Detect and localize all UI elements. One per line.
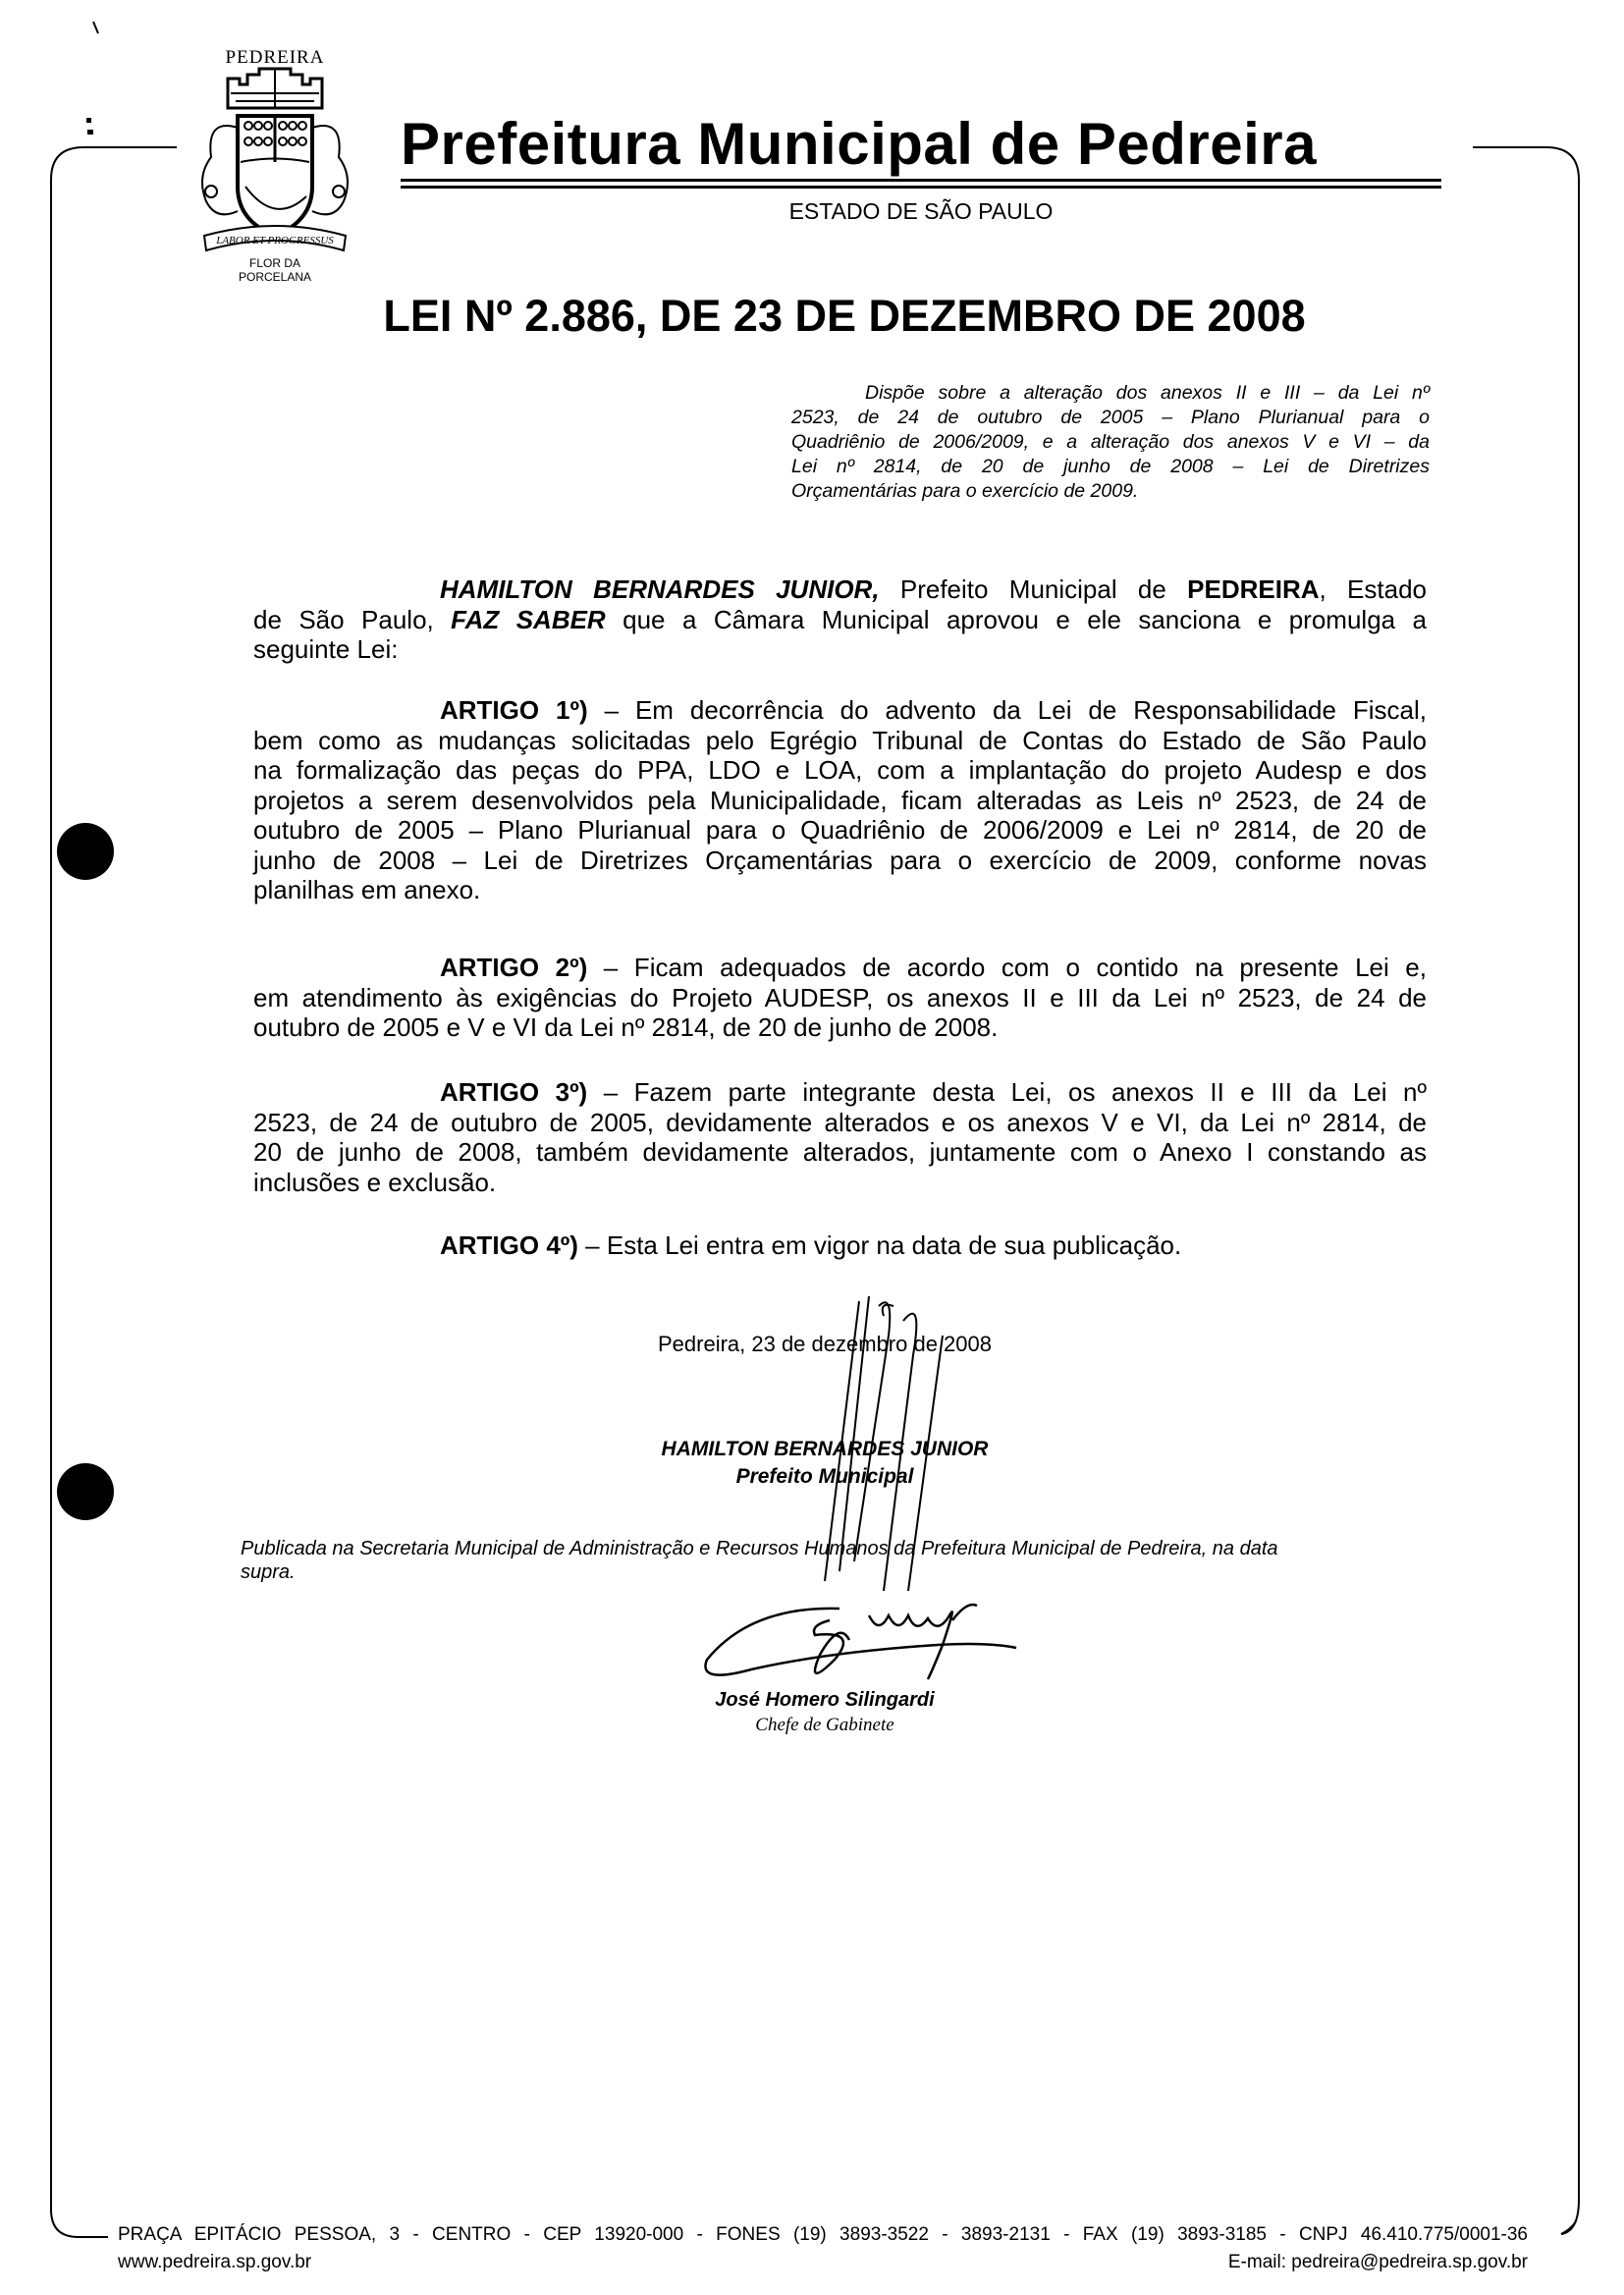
svg-text:LABOR ET PROGRESSUS: LABOR ET PROGRESSUS: [216, 235, 334, 246]
text: – Esta Lei entra em vigor na data de sua publicação.: [577, 1230, 1182, 1260]
article-line: bem como as mudanças solicitadas pelo Egrégio Tribunal de Contas do Estado de São Paulo: [253, 725, 1427, 755]
mayor-name: HAMILTON BERNARDES JUNIOR,: [440, 574, 880, 604]
article-label: ARTIGO 3º): [440, 1077, 588, 1107]
text: – Fazem parte integrante desta Lei, os anexos II e III da Lei nº: [587, 1077, 1427, 1107]
city-name: PEDREIRA: [1187, 574, 1320, 604]
article-line: 20 de junho de 2008, também devidamente alterados, juntamente com o Anexo I constando as: [253, 1137, 1427, 1167]
chief-name: José Homero Silingardi: [715, 1689, 935, 1711]
email-link[interactable]: E-mail: pedreira@pedreira.sp.gov.br: [1227, 2252, 1528, 2272]
publication-note: [241, 1537, 1429, 1584]
text: que a Câmara Municipal aprovou e ele sanciona e promulga a: [605, 604, 1427, 634]
publication-line: supra.: [241, 1561, 296, 1583]
text: seguinte Lei:: [253, 634, 399, 664]
faz-saber: FAZ SABER: [451, 604, 606, 634]
article-label: ARTIGO 2º): [440, 953, 588, 982]
summary-line: Dispõe sobre a alteração dos anexos II e III – da Lei nº: [865, 382, 1430, 404]
summary-line: Orçamentárias para o exercício de 2009.: [791, 480, 1139, 502]
chief-handwritten-signature: [692, 1591, 1065, 1689]
summary-line: 2523, de 24 de outubro de 2005 – Plano Plurianual para o: [791, 407, 1430, 428]
text: , Estado: [1319, 574, 1427, 604]
article-3: [253, 1077, 1427, 1197]
article-1: [253, 695, 1427, 905]
article-line: em atendimento às exigências do Projeto AUDESP, os anexos II e III da Lei nº 2523, de 24 de: [253, 982, 1427, 1012]
law-title: LEI Nº 2.886, DE 23 DE DEZEMBRO DE 2008: [383, 291, 1306, 341]
article-line: planilhas em anexo.: [253, 875, 481, 904]
state-subtitle: ESTADO DE SÃO PAULO: [788, 198, 1054, 224]
punch-hole: [57, 1463, 114, 1520]
title-underline: [401, 179, 1441, 182]
title-underline: [401, 186, 1441, 189]
article-4: [253, 1230, 1427, 1261]
article-line: 2523, de 24 de outubro de 2005, devidamente alterados e os anexos V e VI, da Lei nº 2814, de: [253, 1107, 1427, 1137]
chief-role: Chefe de Gabinete: [755, 1715, 894, 1735]
article-line: na formalização das peças do PPA, LDO e LOA, com a implantação do projeto Audesp e dos: [253, 755, 1427, 785]
coat-of-arms-logo: [177, 39, 373, 285]
text: – Ficam adequados de acordo com o contido na presente Lei e,: [587, 953, 1427, 982]
mayor-signature-name: HAMILTON BERNARDES JUNIOR: [661, 1438, 989, 1460]
signature-date: Pedreira, 23 de dezembro de 2008: [657, 1332, 992, 1356]
article-line: junho de 2008 – Lei de Diretrizes Orçamentárias para o exercício de 2009, conforme novas: [253, 845, 1427, 875]
institution-title: Prefeitura Municipal de Pedreira: [401, 111, 1317, 177]
law-summary: [791, 381, 1430, 504]
punch-hole: [57, 823, 114, 880]
summary-line: Quadriênio de 2006/2009, e a alteração dos anexos V e VI – da: [791, 431, 1430, 453]
article-line: outubro de 2005 e V e VI da Lei nº 2814, de 20 de junho de 2008.: [253, 1012, 999, 1042]
footer-address: PRAÇA EPITÁCIO PESSOA, 3 - CENTRO - CEP 13920-000 - FONES (19) 3893-3522 - 3893-2131 - FAX (19) 3893-3185 - CNPJ 46.410.775/0001-36: [118, 2224, 1528, 2245]
svg-text:FLOR DA: FLOR DA: [248, 256, 301, 270]
text: de São Paulo,: [253, 604, 452, 634]
text: – Em decorrência do advento da Lei de Responsabilidade Fiscal,: [587, 695, 1427, 725]
footer-contacts: [118, 2252, 1528, 2273]
text: Prefeito Municipal de: [879, 574, 1188, 604]
article-2: [253, 953, 1427, 1043]
article-line: projetos a serem desenvolvidos pela Municipalidade, ficam alteradas as Leis nº 2523, de 24 de: [253, 785, 1427, 815]
article-line: inclusões e exclusão.: [253, 1167, 497, 1197]
article-line: outubro de 2005 – Plano Plurianual para o Quadriênio de 2006/2009 e Lei nº 2814, de 20 de: [253, 815, 1427, 845]
mayor-signature-role: Prefeito Municipal: [735, 1465, 914, 1488]
article-label: ARTIGO 4º): [440, 1230, 578, 1260]
website-link[interactable]: www.pedreira.sp.gov.br: [118, 2252, 312, 2272]
preamble-paragraph: [253, 574, 1427, 665]
publication-line: Publicada na Secretaria Municipal de Administração e Recursos Humanos da Prefeitura Municipal de Pedreira, na data: [241, 1538, 1278, 1559]
article-label: ARTIGO 1º): [440, 695, 588, 725]
svg-text:PEDREIRA: PEDREIRA: [225, 47, 325, 68]
svg-text:PORCELANA: PORCELANA: [238, 270, 312, 284]
summary-line: Lei nº 2814, de 20 de junho de 2008 – Lei de Diretrizes: [791, 456, 1430, 477]
